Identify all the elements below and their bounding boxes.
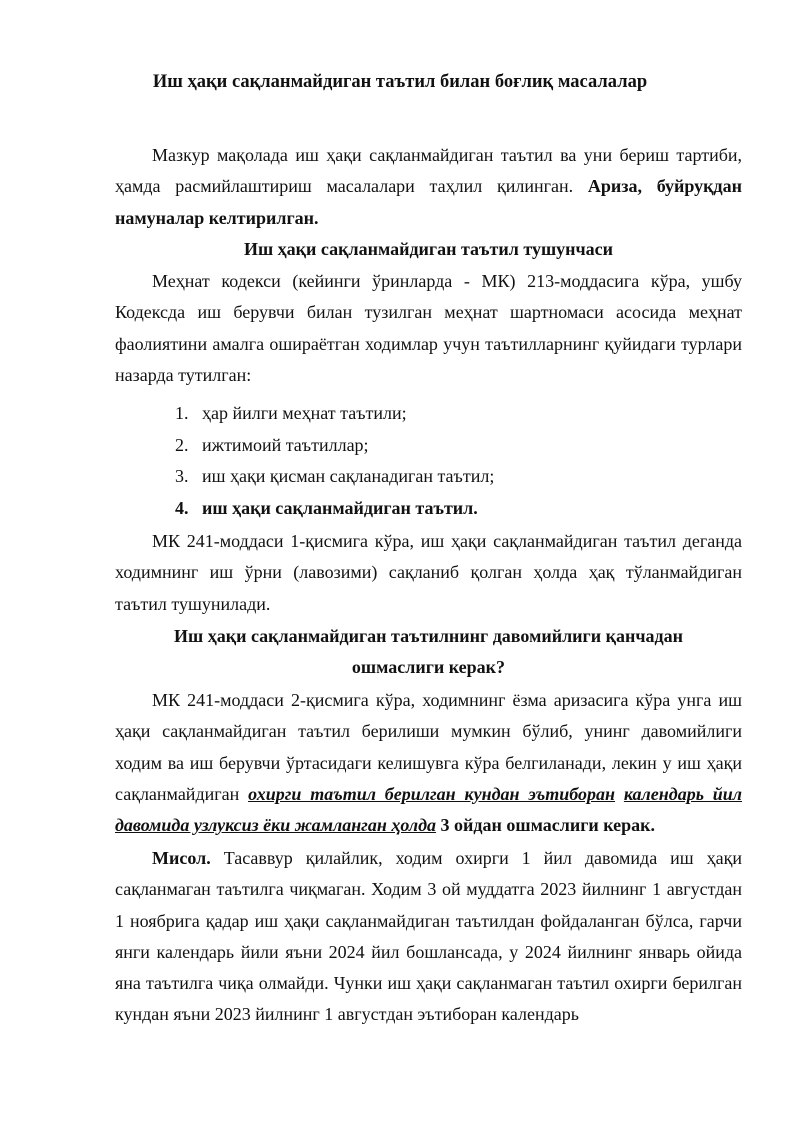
list-item — [175, 493, 494, 525]
list-item-text: ижтимоий таътиллар; — [202, 434, 369, 455]
list-item — [175, 461, 494, 493]
intro-bold-text: Ариза, буйруқдан намуналар келтирилган. — [115, 176, 743, 228]
section1-definition-paragraph: МК 241-моддаси 1-қисмига кўра, иш ҳақи сақланмайдиган таътил деганда ходимнинг иш ўрни (лавозими) сақланиб қолган ҳолда ҳақ тўланмайдиган таътил тушунилади. — [115, 531, 742, 614]
list-item-text: ҳар йилги меҳнат таътили; — [202, 403, 407, 423]
section2-emphasis-1: охирги таътил берилган кундан эътиборан — [248, 783, 616, 804]
list-item — [175, 398, 494, 430]
intro-text: Мазкур мақолада иш ҳақи сақланмайдиган таътил ва уни бериш тартиби, ҳамда расмийлаштириш масалалари таҳлил қилинган. — [115, 145, 742, 197]
list-item — [175, 430, 494, 462]
list-item-number: 4. — [175, 497, 189, 518]
list-item-number: 1. — [175, 403, 189, 423]
list-item-text: иш ҳақи сақланмайдиган таътил. — [202, 497, 478, 518]
section1-paragraph: Меҳнат кодекси (кейинги ўринларда - МК) 213-моддасига кўра, ушбу Кодексда иш берувчи билан тузилган меҳнат шартномаси асосида меҳнат фаолиятини амалга ошираётган ходимлар учун таътилларнинг қуйидаги турлари назарда тутилган: — [115, 271, 742, 385]
example-paragraph — [115, 843, 742, 1031]
example-text: Тасаввур қилайлик, ходим охирги 1 йил давомида иш ҳақи сақланмаган таътилга чиқмаган. Ходим 3 ой муддатга 2023 йилнинг 1 августдан 1 ноябрига қадар иш ҳақи сақланмайдиган таътилдан фойдаланган бўлса, гарчи янги календарь йили яъни 2024 йил бошлансада, у 2024 йилнинг январь ойида яна таътилга чиқа олмайди. Чунки иш ҳақи сақланмаган таътил охирги берилган кундан яъни 2023 йилнинг 1 августдан эътиборан календарь — [115, 848, 742, 1025]
section2-heading-line1: Иш ҳақи сақланмайдиган таътилнинг давомийлиги қанчадан — [174, 626, 683, 646]
list-item-number: 3. — [175, 466, 189, 487]
section2-text: МК 241-моддаси 2-қисмига кўра, ходимнинг ёзма аризасига кўра унга иш ҳақи сақланмайдиган таътил берилиши мумкин бўлиб, унинг давомийлиги ходим ва иш берувчи ўртасидаги келишувга кўра белгиланади, лекин у иш ҳақи сақланмайдиган — [115, 690, 742, 804]
list-item-number: 2. — [175, 434, 189, 455]
section1-heading: Иш ҳақи сақланмайдиган таътил тушунчаси — [243, 239, 614, 259]
section2-paragraph — [115, 685, 742, 841]
section2-heading — [115, 621, 742, 684]
list-item-text: иш ҳақи қисман сақланадиган таътил; — [202, 466, 495, 487]
section2-heading-line2: ошмаслиги керак? — [351, 657, 506, 678]
section2-bold-end: 3 ойдан ошмаслиги керак. — [440, 815, 656, 836]
intro-paragraph — [115, 140, 742, 234]
section2-emphasis-2: календарь йил давомида узлуксиз ёки жамланган ҳолда — [115, 783, 743, 836]
document-title: Иш ҳақи сақланмайдиган таътил билан боғлиқ масалалар — [152, 72, 648, 92]
example-label: Мисол. — [152, 848, 211, 868]
leave-types-list — [175, 398, 494, 524]
